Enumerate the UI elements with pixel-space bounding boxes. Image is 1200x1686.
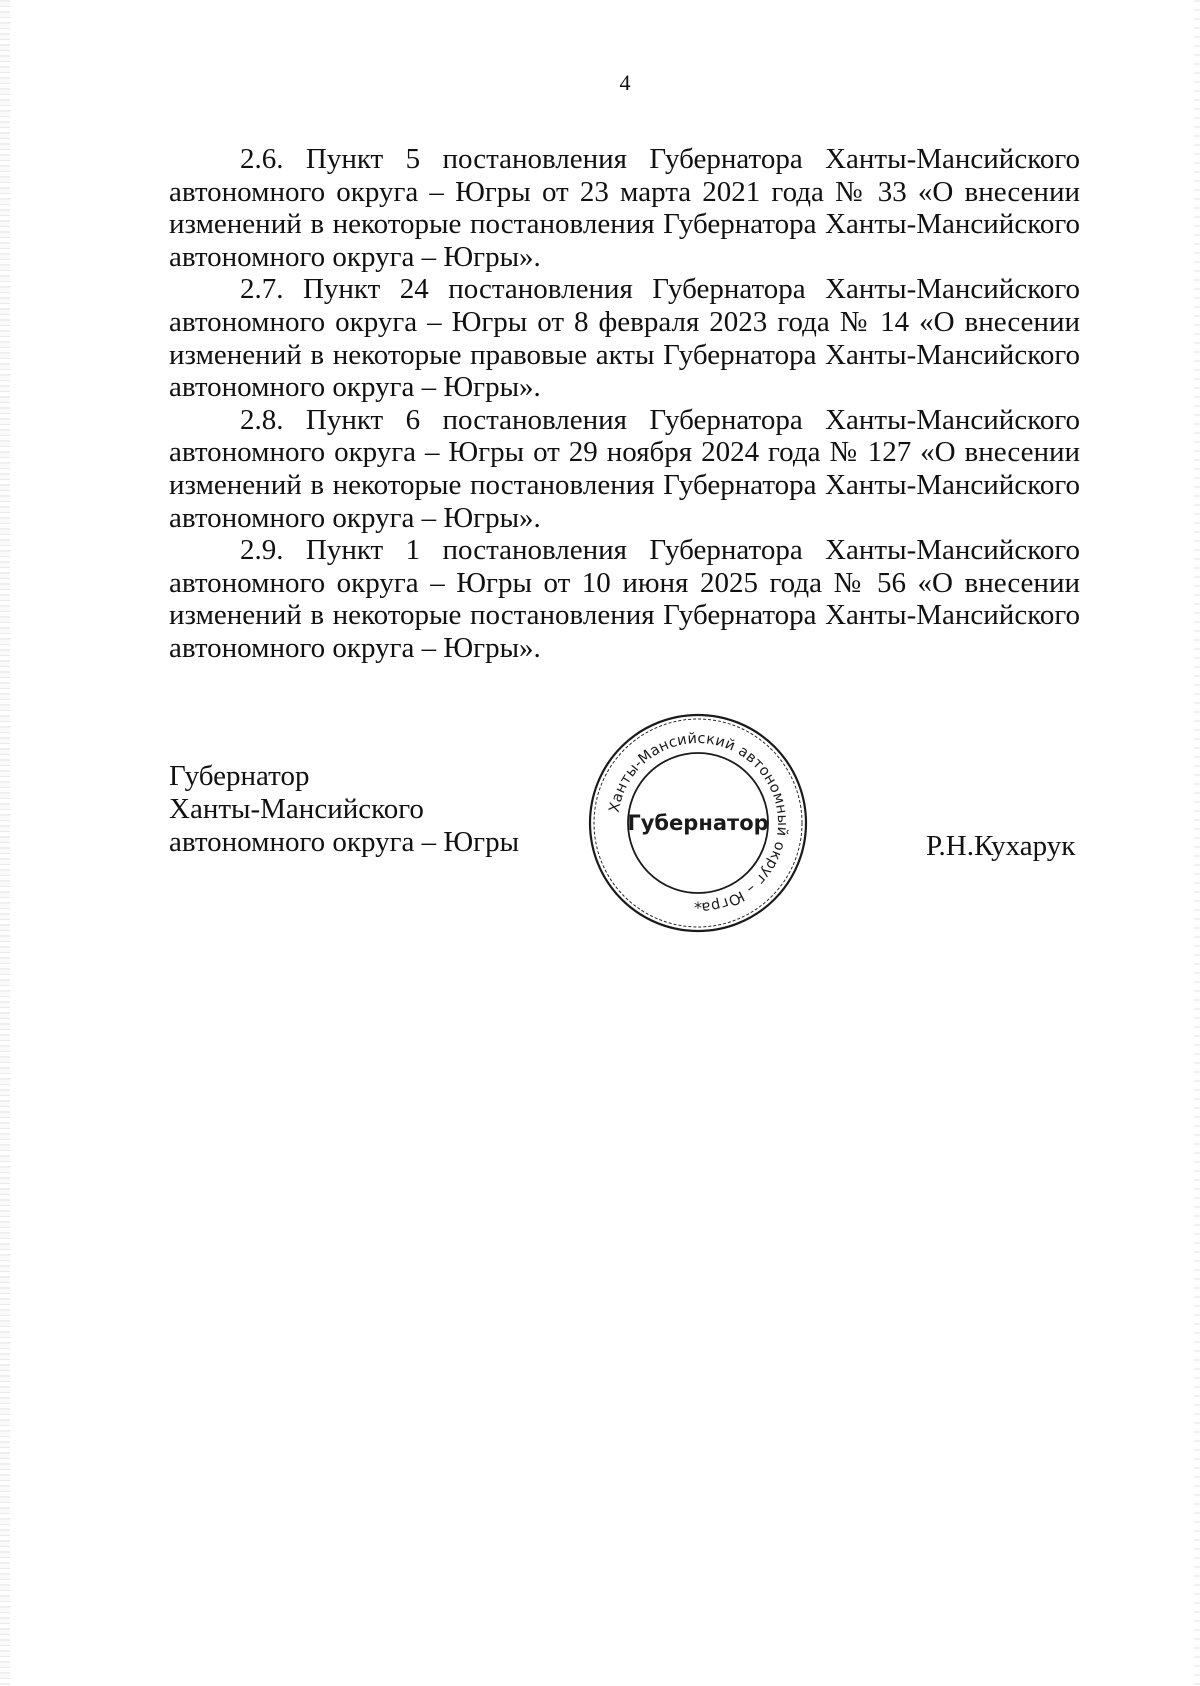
scan-edge-left [0,0,10,1686]
seal-star-mark: * [694,898,702,917]
seal-graphic [584,709,812,937]
official-seal [584,709,812,937]
scan-edge-right [1194,0,1200,1686]
signer-title-line: Ханты-Мансийского [169,793,424,825]
clause-2-8: 2.8. Пункт 6 постановления Губернатора Ханты-Мансийского автономного округа – Югры от 29 ноября 2024 года № 127 «О внесении изменений в некоторые постановления Губернатора Ханты-Мансийского автономного округа – Югры». [169,403,1080,534]
document-body [169,143,1080,665]
signer-name: Р.Н.Кухарук [926,830,1076,862]
signer-title-line: автономного округа – Югры [169,826,520,858]
clause-2-9: 2.9. Пункт 1 постановления Губернатора Ханты-Мансийского автономного округа – Югры от 10 июня 2025 года № 56 «О внесении изменений в некоторые постановления Губернатора Ханты-Мансийского автономного округа – Югры». [169,534,1080,664]
signer-title-line: Губернатор [169,760,310,792]
clause-2-6: 2.6. Пункт 5 постановления Губернатора Ханты-Мансийского автономного округа – Югры от 23 марта 2021 года № 33 «О внесении изменений в некоторые постановления Губернатора Ханты-Мансийского автономного округа – Югры». [169,143,1080,273]
seal-ring-text: Ханты-Мансийский автономный округ – Югра [606,730,791,916]
clause-2-7: 2.7. Пункт 24 постановления Губернатора Ханты-Мансийского автономного округа – Югры от 8 февраля 2023 года № 14 «О внесении изменений в некоторые правовые акты Губернатора Ханты-Мансийского автономного округа – Югры». [169,273,1080,404]
page-number: 4 [619,70,631,95]
seal-center-text: Губернатор [627,811,769,835]
signer-title [169,760,519,859]
